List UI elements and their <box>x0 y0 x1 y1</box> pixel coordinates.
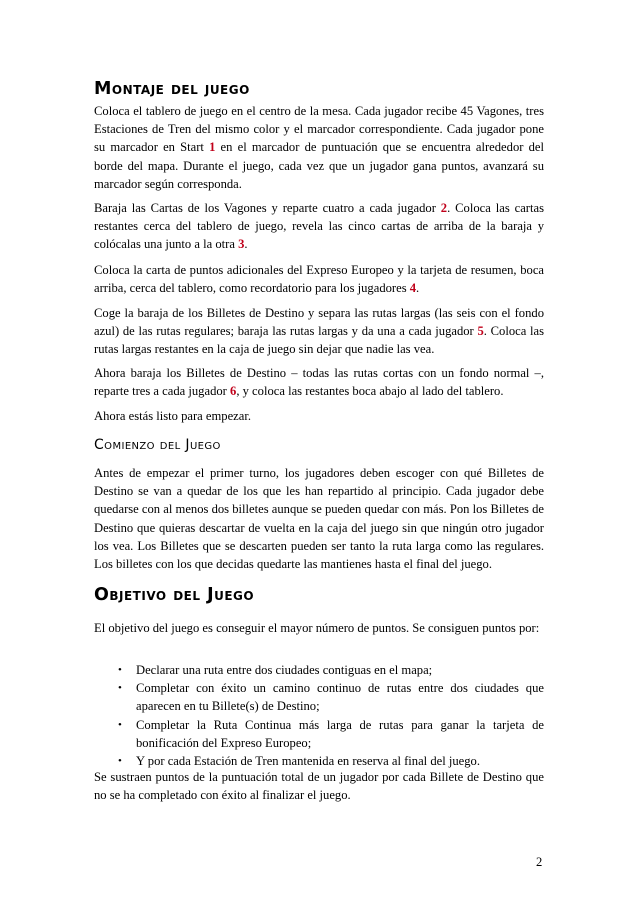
paragraph-comienzo-1: Antes de empezar el primer turno, los jugadores deben escoger con qué Billetes de Destino se van a quedar de los que les han repartido al principio. Cada jugador debe quedarse con al menos dos billetes aunque se pueden quedar con más. Pon los Billetes de Destino que quieras descartar de vuelta en la caja del juego sin que ningún otro jugador los vea. Los Billetes que se descarten pueden ser tanto la ruta larga como las regulares. Los billetes con los que decidas quedarte las mantienes hasta el final del juego. <box>94 466 544 572</box>
bullet-icon: • <box>118 718 122 731</box>
paragraph-objetivo-1: El objetivo del juego es conseguir el mayor número de puntos. Se consiguen puntos por: <box>94 621 540 635</box>
step-number-6: 6 <box>230 384 237 399</box>
bullet-icon: • <box>118 682 122 695</box>
paragraph-montaje-1: Coloca el tablero de juego en el centro de la mesa. Cada jugador recibe 45 Vagones, tres Estaciones de Tren del mismo color y el marcador correspondiente. Cada jugador pone su marcador en Start 1 en el marcador de puntuación que se encuentra alrededor del borde del mapa. Durante el juego, cada vez que un jugador gana puntos, avanzará su marcador según corresponda. <box>94 104 544 191</box>
step-number-1: 1 <box>209 140 216 155</box>
paragraph-montaje-3: Coloca la carta de puntos adicionales del Expreso Europeo y la tarjeta de resumen, boca arriba, cerca del tablero, como recordatorio para los jugadores 4. <box>94 263 544 296</box>
step-number-5: 5 <box>477 324 484 339</box>
section-title-objetivo: Objetivo del Juego <box>94 585 255 605</box>
section-title-montaje: Montaje del juego <box>94 79 250 99</box>
paragraph-objetivo-2: Se sustraen puntos de la puntuación total de un jugador por cada Billete de Destino que no se ha completado con éxito al finalizar el juego. <box>94 770 544 803</box>
step-number-2: 2 <box>440 201 448 215</box>
list-item: • Y por cada Estación de Tren mantenida en reserva al final del juego. <box>94 752 544 770</box>
paragraph-montaje-2: Baraja las Cartas de los Vagones y reparte cuatro a cada jugador 2. Coloca las cartas restantes cerca del tablero de juego, revela las cinco cartas de arriba de la baraja y colócalas una junto a la otra 3. <box>94 201 544 252</box>
step-number-4: 4 <box>409 281 417 296</box>
list-item: • Completar la Ruta Continua más larga de rutas para ganar la tarjeta de bonificación del Expreso Europeo; <box>118 717 544 750</box>
page-number: 2 <box>536 855 543 869</box>
list-item: • Completar con éxito un camino continuo de rutas entre dos ciudades que aparecen en tu Billete(s) de Destino; <box>118 681 544 714</box>
step-number-3: 3 <box>238 237 245 252</box>
paragraph-montaje-4: Coge la baraja de los Billetes de Destino y separa las rutas largas (las seis con el fondo azul) de las rutas regulares; baraja las rutas largas y da una a cada jugador 5. Coloca las rutas largas restantes en la caja de juego sin dejar que nadie las vea. <box>94 306 545 357</box>
bullet-icon: • <box>118 755 122 768</box>
paragraph-montaje-6: Ahora estás listo para empezar. <box>94 409 252 423</box>
list-item: • Declarar una ruta entre dos ciudades contiguas en el mapa; <box>94 661 544 679</box>
paragraph-montaje-5: Ahora baraja los Billetes de Destino – todas las rutas cortas con un fondo normal –, reparte tres a cada jugador 6, y coloca las restantes boca abajo al lado del tablero. <box>94 366 544 399</box>
section-title-comienzo: Comienzo del Juego <box>94 437 221 453</box>
bullet-icon: • <box>118 664 122 676</box>
points-list <box>94 661 544 770</box>
